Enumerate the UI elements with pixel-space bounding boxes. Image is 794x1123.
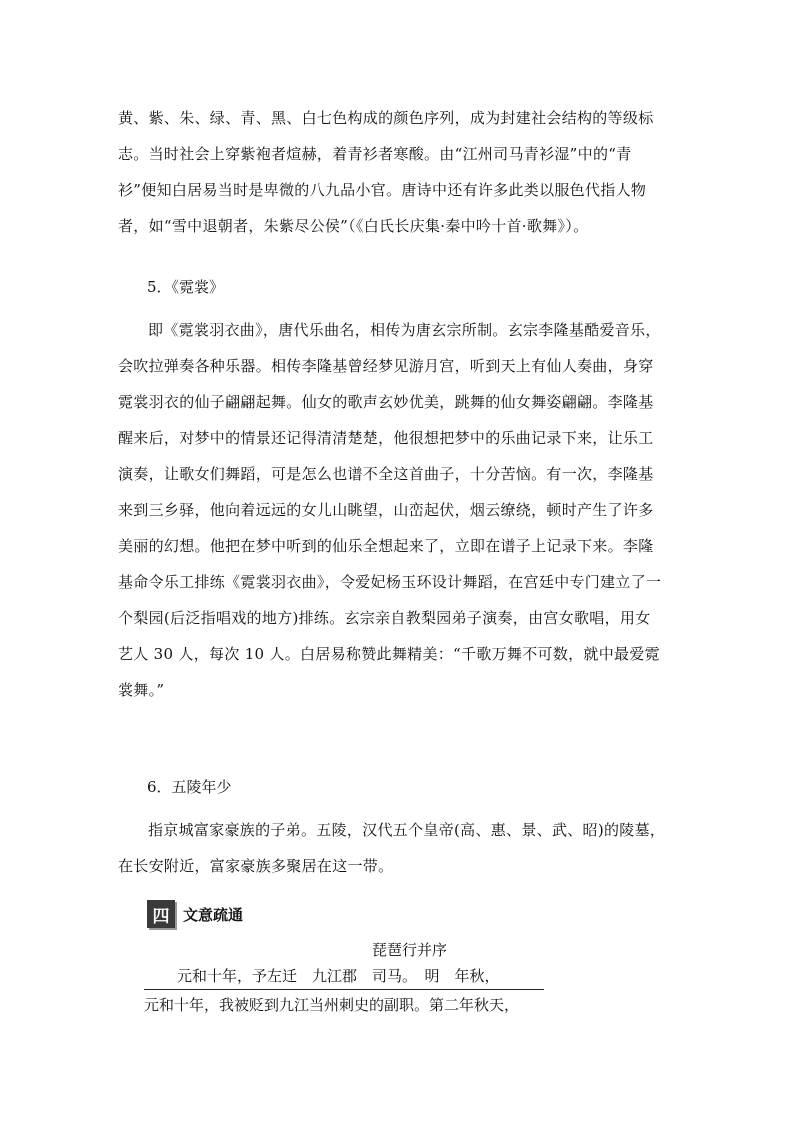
text-line: 演奏，让歌女们舞蹈，可是怎么也谱不全这首曲子，十分苦恼。有一次，李隆基 [118,465,654,483]
text-line: 衫”便知白居易当时是卑微的八九品小官。唐诗中还有许多此类以服色代指人物 [118,181,647,199]
text-line: 裳舞。” [118,681,165,699]
section-number-badge: 四 [147,900,175,928]
text-line: 者，如“雪中退朝者，朱紫尽公侯”（《白氏长庆集·秦中吟十首·歌舞》）。 [118,217,589,235]
poem-title: 琵琶行并序 [372,941,448,959]
divider-line [144,989,544,990]
heading-nichang: 5．《霓裳》 [147,278,225,296]
text-line: 在长安附近，富家豪族多聚居在这一带。 [118,857,394,875]
text-line: 美丽的幻想。他把在梦中听到的仙乐全想起来了，立即在谱子上记录下来。李隆 [118,537,654,555]
text-line: 基命令乐工排练《霓裳羽衣曲》，令爱妃杨玉环设计舞蹈，在宫廷中专门建立了一 [118,573,662,591]
text-line: 黄、紫、朱、绿、青、黑、白七色构成的颜色序列，成为封建社会结构的等级标 [118,109,654,127]
text-line: 志。当时社会上穿紫袍者煊赫，着青衫者寒酸。由“江州司马青衫湿”中的“青 [118,145,632,163]
text-line: 会吹拉弹奏各种乐器。相传李隆基曾经梦见游月宫，听到天上有仙人奏曲，身穿 [118,357,654,375]
section-title: 文意疏通 [183,905,244,924]
heading-wuling: 6．五陵年少 [147,778,232,796]
paragraph-color-hierarchy [118,100,686,244]
paragraph-wuling [118,812,686,884]
text-line: 来到三乡驿，他向着远远的女儿山眺望，山峦起伏，烟云缭绕，顿时产生了许多 [118,501,654,519]
text-line: 即《霓裳羽衣曲》，唐代乐曲名，相传为唐玄宗所制。玄宗李隆基酷爱音乐， [148,321,661,339]
text-line: 醒来后，对梦中的情景还记得清清楚楚，他很想把梦中的乐曲记录下来，让乐工 [118,429,654,447]
poem-original-line: 元和十年，予左迁 九江郡 司马。 明 年秋， [177,967,500,985]
section-header [147,900,243,928]
text-line: 霓裳羽衣的仙子翩翩起舞。仙女的歌声玄妙优美，跳舞的仙女舞姿翩翩。李隆基 [118,393,654,411]
text-line: 艺人 30 人，每次 10 人。白居易称赞此舞精美：“千歌万舞不可数，就中最爱霓 [118,645,660,663]
text-line: 个梨园(后泛指唱戏的地方)排练。玄宗亲自教梨园弟子演奏，由宫女歌唱，用女 [118,609,651,627]
text-line: 指京城富家豪族的子弟。五陵，汉代五个皇帝(高、惠、景、武、昭)的陵墓， [148,821,666,839]
paragraph-nichang [118,312,686,708]
poem-translation-line: 元和十年，我被贬到九江当州刺史的副职。第二年秋天， [144,996,520,1014]
